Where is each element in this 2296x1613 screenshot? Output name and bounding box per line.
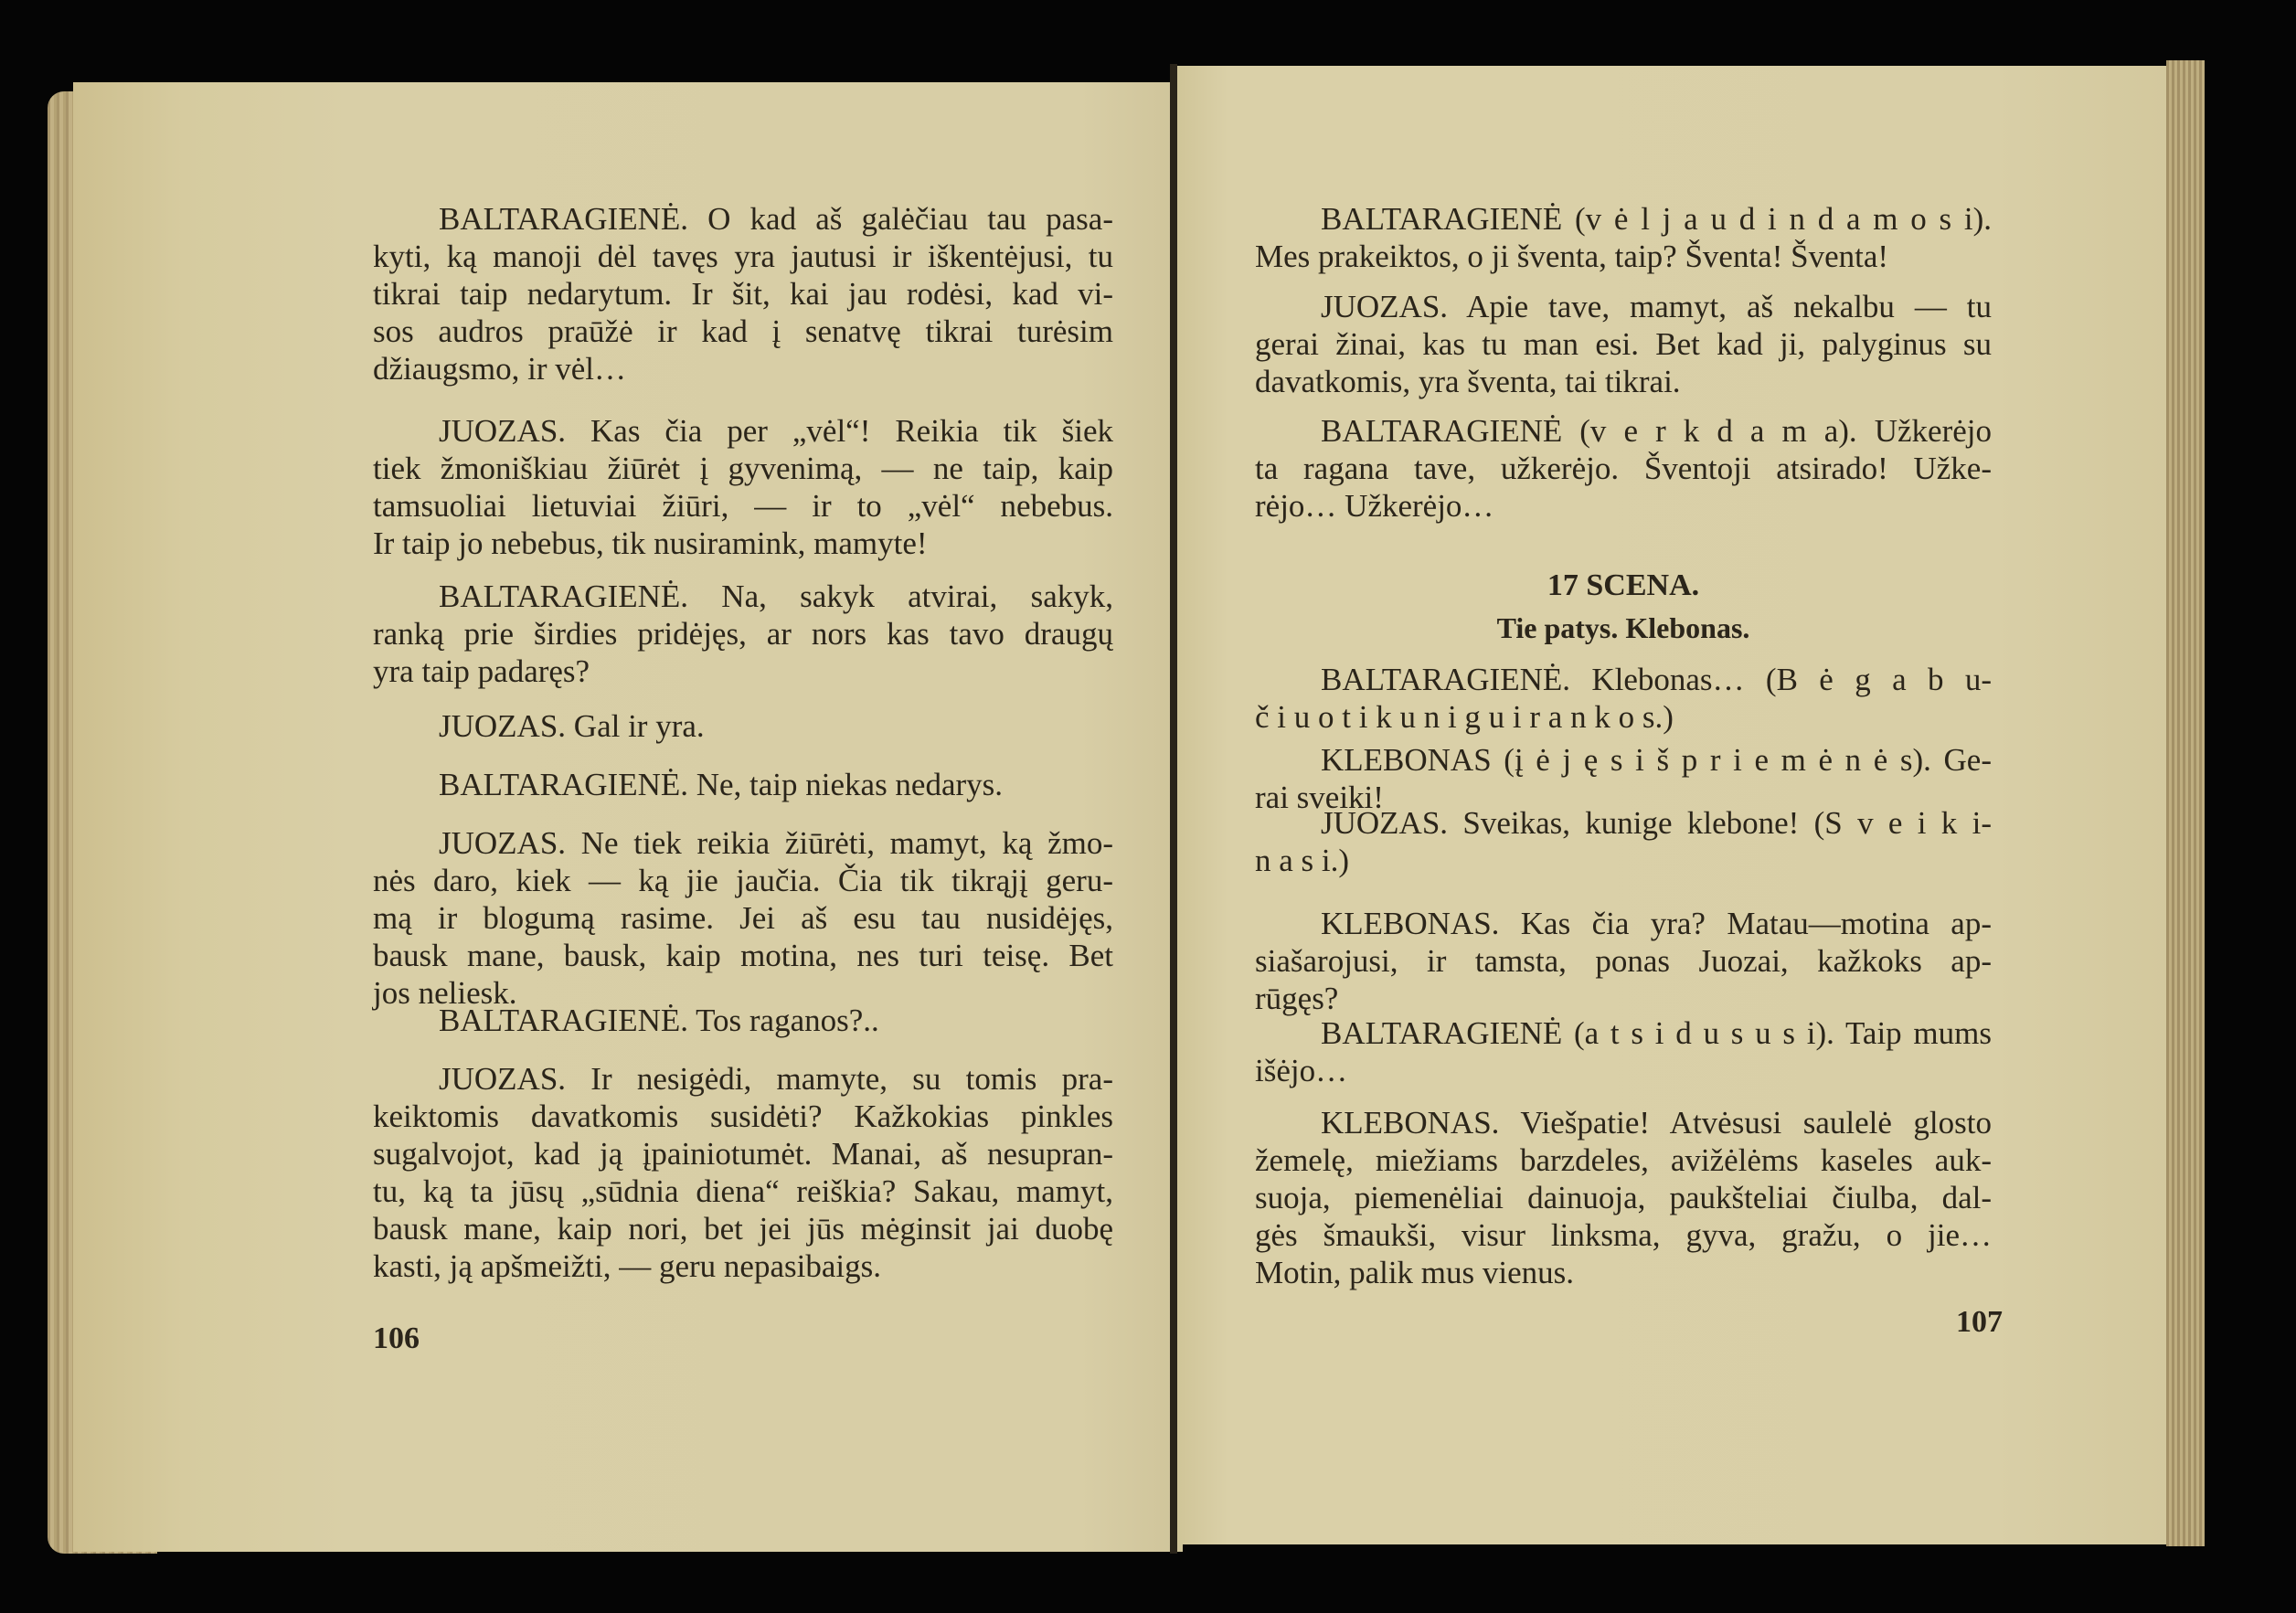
paragraph-line: jos neliesk. [373, 975, 517, 1011]
paragraph-line: rai sveiki! [1255, 780, 1384, 815]
paragraph-first-line: BALTARAGIENĖ (v ė l j a u d i n d a m o s i). [1321, 201, 1992, 237]
paragraph-first-line: JUOZAS. Apie tave, mamyt, aš nekalbu — tu [1321, 289, 1992, 324]
paragraph-line: žemelę, miežiams barzdeles, avižėlėms kaseles auk- [1255, 1142, 1992, 1178]
scene-title: 17 SCENA. [1547, 568, 1700, 602]
paragraph-line: gerai žinai, kas tu man esi. Bet kad ji, palyginus su [1255, 326, 1992, 362]
paragraph-line: bausk mane, bausk, kaip motina, nes turi teisę. Bet [373, 938, 1113, 973]
paragraph-line: n a s i.) [1255, 843, 1350, 878]
paragraph-first-line: BALTARAGIENĖ. Tos raganos?.. [439, 1003, 879, 1038]
paragraph-line: tiek žmoniškiau žiūrėt į gyvenimą, — ne taip, kaip [373, 451, 1113, 486]
paragraph-line: davatkomis, yra šventa, tai tikrai. [1255, 364, 1681, 399]
paragraph-line: Ir taip jo nebebus, tik nusiramink, mamyte! [373, 525, 928, 561]
paragraph-line: tamsuoliai lietuviai žiūri, — ir to „vėl“ nebebus. [373, 488, 1113, 524]
paragraph-first-line: KLEBONAS. Kas čia yra? Matau—motina ap- [1321, 906, 1992, 941]
paragraph-line: č i u o t i k u n i g u i r a n k o s.) [1255, 699, 1674, 735]
paragraph-line: siašarojusi, ir tamsta, ponas Juozai, kažkoks ap- [1255, 943, 1992, 979]
paragraph-line: kasti, ją apšmeižti, — geru nepasibaigs. [373, 1248, 881, 1284]
scene-subtitle: Tie patys. Klebonas. [1496, 611, 1750, 644]
paragraph-line: nės daro, kiek — ką jie jaučia. Čia tik tikrąjį geru- [373, 863, 1113, 898]
paragraph-first-line: KLEBONAS (į ė j ę s i š p r i e m ė n ė s). Ge- [1321, 742, 1992, 778]
page-number-right: 107 [1956, 1305, 2003, 1339]
paragraph-line: ranką prie širdies pridėjęs, ar nors kas tavo draugų [373, 616, 1113, 652]
paragraph-first-line: JUOZAS. Kas čia per „vėl“! Reikia tik šiek [439, 413, 1113, 449]
paragraph-line: Mes prakeiktos, o ji šventa, taip? Šventa! Šventa! [1255, 239, 1889, 274]
paragraph-line: Motin, palik mus vienus. [1255, 1255, 1575, 1290]
paragraph-first-line: BALTARAGIENĖ. Klebonas… (B ė g a b u- [1321, 662, 1992, 697]
paragraph-line: rūgęs? [1255, 981, 1339, 1016]
paragraph-line: keiktomis davatkomis susidėti? Kažkokias pinkles [373, 1098, 1113, 1134]
paragraph-first-line: BALTARAGIENĖ (a t s i d u s u s i). Taip mums [1321, 1015, 1992, 1051]
paragraph-first-line: JUOZAS. Ne tiek reikia žiūrėti, mamyt, ką žmo- [439, 825, 1113, 861]
paragraph-line: ta ragana tave, užkerėjo. Šventoji atsirado! Užke- [1255, 451, 1992, 486]
book-gutter [1170, 64, 1177, 1554]
paragraph-line: išėjo… [1255, 1053, 1348, 1088]
paragraph-first-line: JUOZAS. Ir nesigėdi, mamyte, su tomis pra- [439, 1061, 1113, 1097]
page-edges-right [2166, 60, 2205, 1546]
paragraph-line: sos audros praūžė ir kad į senatvę tikrai turėsim [373, 313, 1113, 349]
paragraph-line: rėjo… Užkerėjo… [1255, 488, 1494, 524]
paragraph-line: yra taip padaręs? [373, 653, 590, 689]
paragraph-line: tikrai taip nedarytum. Ir šit, kai jau rodėsi, kad vi- [373, 276, 1113, 312]
paragraph-first-line: JUOZAS. Gal ir yra. [439, 708, 705, 744]
paragraph-line: gės šmaukši, visur linksma, gyva, gražu, o jie… [1255, 1217, 1992, 1253]
paragraph-line: sugalvojot, kad ją įpainiotumėt. Manai, aš nesupran- [373, 1136, 1113, 1172]
paragraph-line: suoja, piemenėliai dainuoja, paukšteliai čiulba, dal- [1255, 1180, 1992, 1215]
page-number-left: 106 [373, 1321, 420, 1355]
paragraph-line: džiaugsmo, ir vėl… [373, 351, 627, 387]
paragraph-first-line: BALTARAGIENĖ. O kad aš galėčiau tau pasa- [439, 201, 1113, 237]
paragraph-line: kyti, ką manoji dėl tavęs yra jautusi ir iškentėjusi, tu [373, 239, 1113, 274]
paragraph-first-line: BALTARAGIENĖ. Na, sakyk atvirai, sakyk, [439, 578, 1113, 614]
paragraph-first-line: KLEBONAS. Viešpatie! Atvėsusi saulelė glosto [1321, 1105, 1992, 1141]
paragraph-first-line: BALTARAGIENĖ (v e r k d a m a). Užkerėjo [1321, 413, 1992, 449]
paragraph-first-line: BALTARAGIENĖ. Ne, taip niekas nedarys. [439, 767, 1004, 802]
paragraph-line: tu, ką ta jūsų „sūdnia diena“ reiškia? Sakau, mamyt, [373, 1173, 1113, 1209]
paragraph-line: mą ir blogumą rasime. Jei aš esu tau nusidėjęs, [373, 900, 1113, 936]
paragraph-line: bausk mane, kaip nori, bet jei jūs mėginsit jai duobę [373, 1211, 1113, 1247]
paragraph-first-line: JUOZAS. Sveikas, kunige klebone! (S v e i k i- [1321, 805, 1992, 841]
